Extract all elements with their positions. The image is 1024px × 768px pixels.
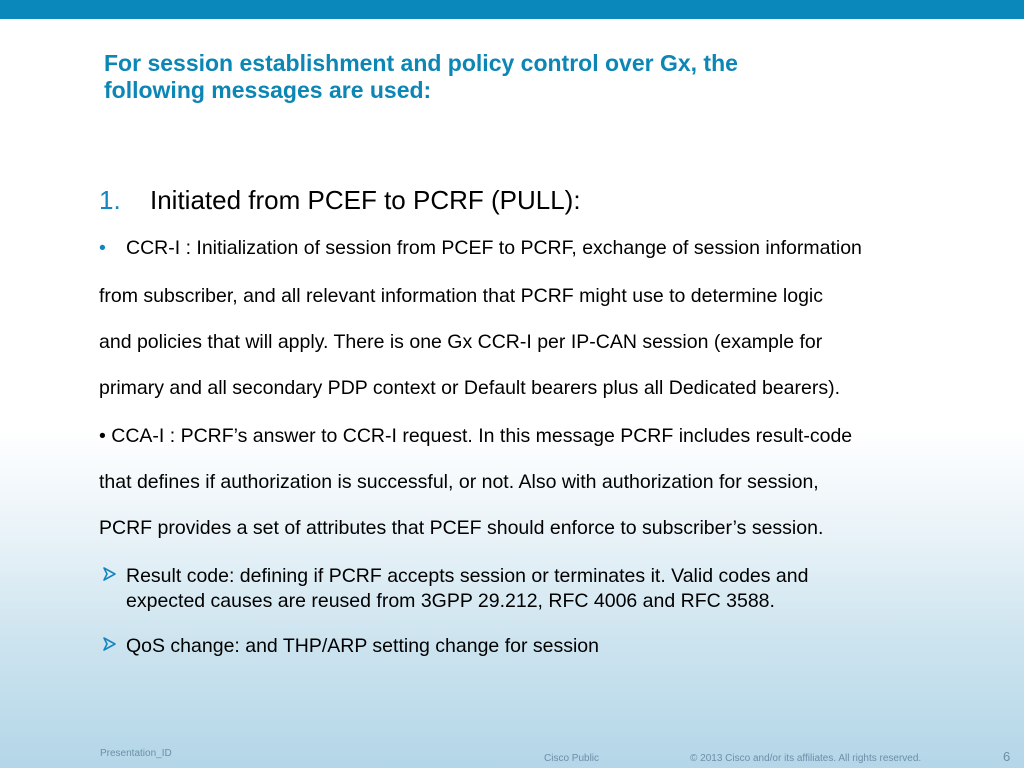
arrow-item-text (126, 564, 808, 614)
paragraph-text: CCR-I : Initialization of session from PCEF to PCRF, exchange of session information (126, 237, 862, 259)
paragraph-line: primary and all secondary PDP context or Default bearers plus all Dedicated bearers). (99, 377, 840, 399)
arrow-item-line: QoS change: and THP/ARP setting change for session (126, 635, 599, 657)
arrow-item-text (126, 634, 599, 659)
footer-classification: Cisco Public (544, 753, 600, 764)
footer-copyright: © 2013 Cisco and/or its affiliates. All rights reserved. (690, 753, 922, 764)
top-accent-bar (0, 0, 1024, 19)
page-number: 6 (1003, 749, 1011, 764)
paragraph-line: • CCA-I : PCRF’s answer to CCR-I request. In this message PCRF includes result-code (99, 425, 853, 447)
arrow-item-line: Result code: defining if PCRF accepts session or terminates it. Valid codes and (126, 565, 809, 587)
paragraph-line: and policies that will apply. There is one Gx CCR-I per IP-CAN session (example for (99, 331, 823, 353)
footer-presentation-id: Presentation_ID (100, 748, 172, 759)
heading-text: Initiated from PCEF to PCRF (PULL): (150, 185, 581, 215)
paragraph-line: that defines if authorization is successful, or not. Also with authorization for session, (99, 471, 819, 493)
bullet-icon: • (99, 237, 106, 259)
slide-title-line: following messages are used: (104, 77, 432, 103)
section-heading (99, 185, 581, 216)
heading-number: 1. (99, 185, 121, 215)
slide-title-line: For session establishment and policy control over Gx, the (104, 50, 738, 76)
chevron-right-icon (102, 636, 118, 652)
slide-title (104, 50, 864, 104)
arrow-item-line: expected causes are reused from 3GPP 29.212, RFC 4006 and RFC 3588. (126, 590, 775, 612)
paragraph-line: from subscriber, and all relevant information that PCRF might use to determine logic (99, 285, 823, 307)
paragraph-line: PCRF provides a set of attributes that PCEF should enforce to subscriber’s session. (99, 517, 824, 539)
paragraph-line (99, 237, 862, 260)
chevron-right-icon (102, 566, 118, 582)
